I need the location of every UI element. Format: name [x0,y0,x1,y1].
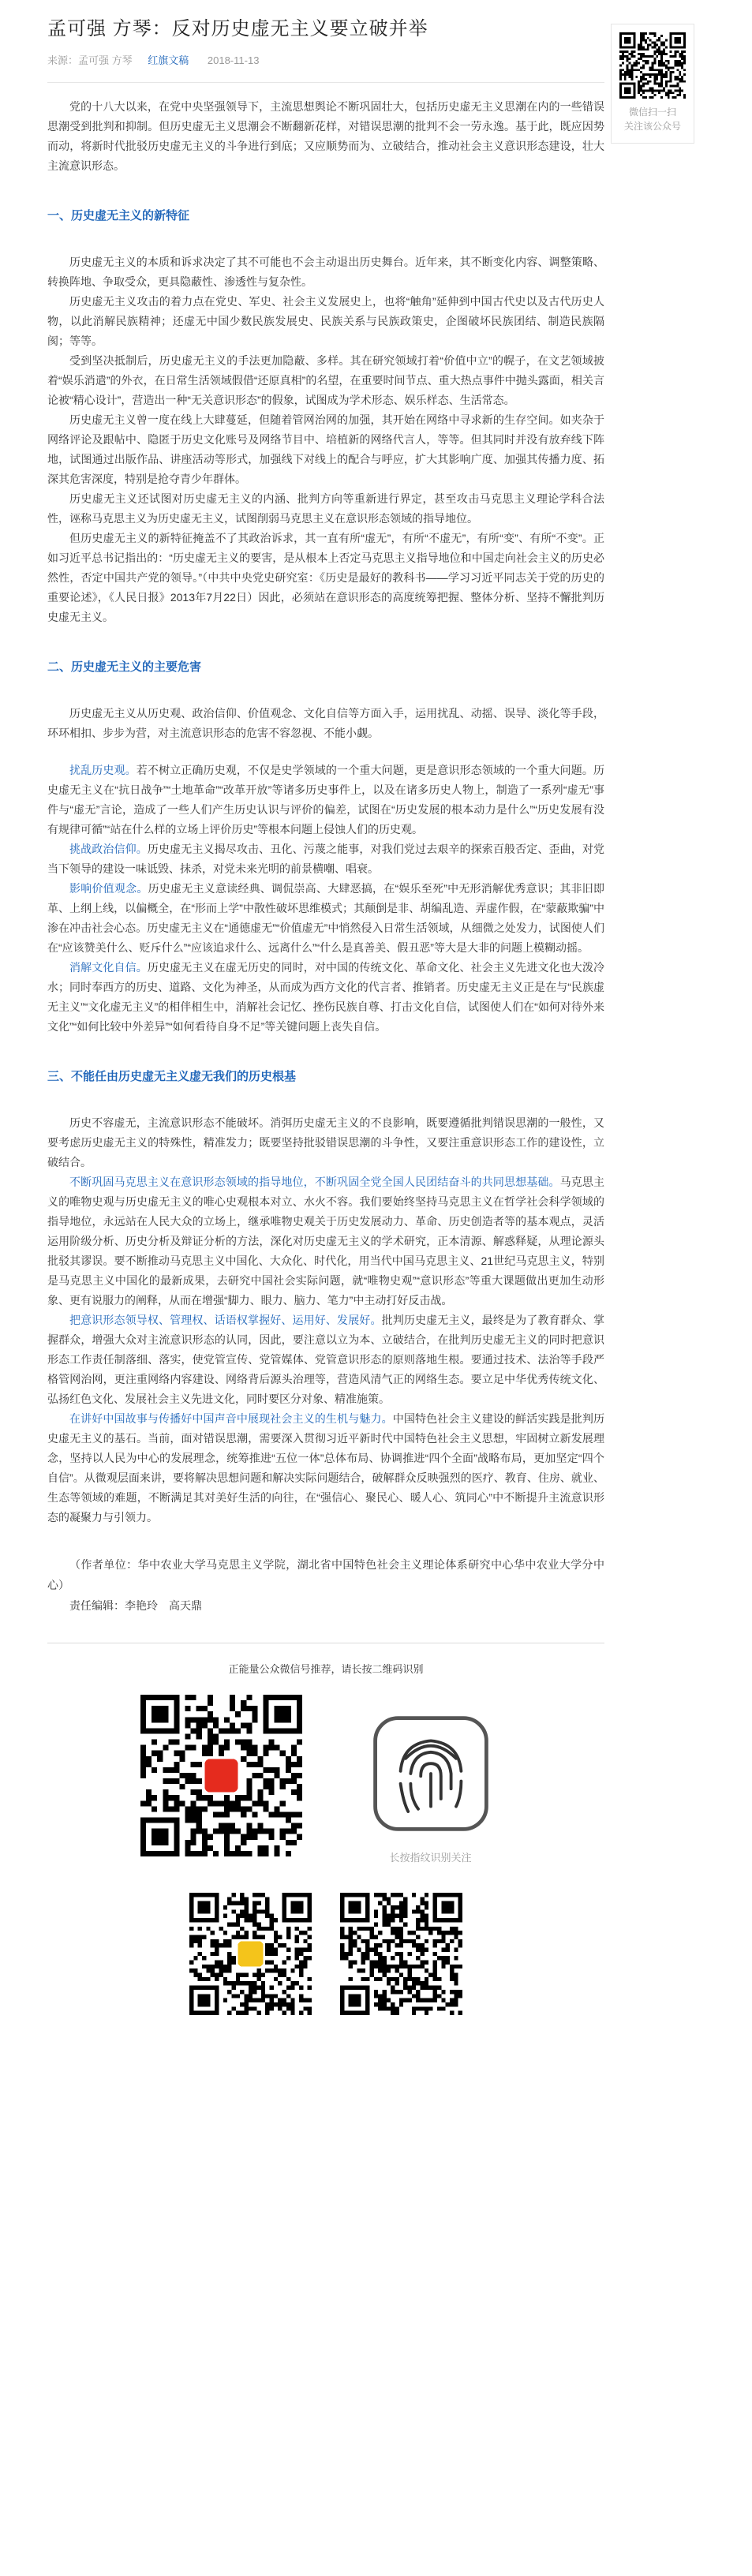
fingerprint-box[interactable] [350,1695,511,1864]
article-meta [47,52,604,69]
qr-code-icon [619,32,686,99]
qr-code-icon [189,1893,312,2015]
section-2-item-lead: 扰乱历史观。 [69,764,137,776]
section-2-item [47,761,604,839]
sidebar-qr-code[interactable] [619,32,686,99]
section-1-paragraph: 历史虚无主义还试图对历史虚无主义的内涵、批判方向等重新进行界定，甚至攻击马克思主义理论学科合法性，诬称马克思主义为历史虚无主义，试图削弱马克思主义在意识形态领域的指导地位。 [47,492,604,525]
promo-caption: 正能量公众微信号推荐，请长按二维码识别 [228,1663,424,1675]
section-3-item-lead: 在讲好中国故事与传播好中国声音中展现社会主义的生机与魅力。 [69,1412,393,1425]
section-3-item-text: 马克思主义的唯物史观与历史虚无主义的唯心史观根本对立、水火不容。我们要始终坚持马克思主义在哲学社会科学领域的指导地位，永远站在人民大众的立场上，继承唯物史观关于历史发展动力、革命、历史创造者等的基本观点，灵活运用阶级分析、历史分析及辩证分析的方法，深化对历史虚无主义的学术研究，正本清源、解惑释疑，从理论源头批驳其谬误。要不断推动马克思主义中国化、大众化、时代化，用当代中国马克思主义、21世纪马克思主义，特别是马克思主义中国化的最新成果，去研究中国社会实际问题，就“唯物史观”“意识形态”等重大课题做出更加生动形象、更有说服力的阐释，从而在增强“脚力、眼力、脑力、笔力”中主动打好反击战。 [47,1176,605,1307]
article-date: 2018-11-13 [207,54,260,66]
section-2-item-lead: 影响价值观念。 [69,882,148,895]
fingerprint-label: 长按指纹识别关注 [389,1852,472,1864]
section-3-item-lead: 把意识形态领导权、管理权、话语权掌握好、运用好、发展好。 [69,1314,382,1326]
section-heading-2: 二、历史虚无主义的主要危害 [47,660,202,674]
promo-row [47,1695,604,1864]
section-3-item [47,1409,604,1527]
section-2-item-text: 历史虚无主义揭尽攻击、丑化、污蔑之能事，对我们党过去艰辛的探索百般否定、歪曲，对党当下领导的建设一味诋毁、抹杀，对党未来光明的前景横嘲、唱衰。 [47,843,605,875]
section-2-item-text: 历史虚无主义意读经典、调侃崇高、大肆恶搞，在“娱乐至死”中无形消解优秀意识；其非旧即革、上纲上线，以偏概全，在“形而上学”中散性破坏思维模式；其颠倒是非、胡编乱造、弄虚作假，在“蒙蔽欺骗”中渗在冲击社会心态。历史虚无主义在“通德虚无”“价值虚无”中悄然侵入日常生活领域，从细微之处发力，试图使人们在“应该赞美什么、贬斥什么”“应该追求什么、远离什么”“什么是真善美、假丑恶”等大是大非的问题上模糊动摇。 [47,882,604,954]
sidebar-follow-card [611,24,694,144]
section-1-paragraph: 历史虚无主义的本质和诉求决定了其不可能也不会主动退出历史舞台。近年来，其不断变化内容、调整策略、转换阵地、争取受众，更具隐蔽性、渗透性与复杂性。 [47,256,604,288]
section-2-item-text: 若不树立正确历史观，不仅是史学领域的一个重大问题，更是意识形态领域的一个重大问题。历史虚无主义在“抗日战争”“土地革命”“改革开放”等诸多历史事件上，以及在诸多历史人物上，制造了一系列“虚无”事件与“虚无”言论，造成了一些人们产生历史认识与评价的偏差，试图在“历史发展的根本动力是什么”“历史发展有没有规律可循”“站在什么样的立场上评价历史”等根本问题上侵蚀人们的历史观。 [47,764,604,836]
qr-code-icon [340,1893,462,2015]
promo-row-secondary [47,1893,604,2015]
section-1-paragraph: 但历史虚无主义的新特征掩盖不了其政治诉求，其一直有所“虚无”，有所“不虚无”，有所“变”、有所“不变”。正如习近平总书记指出的：“历史虚无主义的要害，是从根本上否定马克思主义指导地位和中国走向社会主义的历史必然性，否定中国共产党的领导。”（中共中央党史研究室：《历史是最好的教科书——学习习近平同志关于党的历史的重要论述》，《人民日报》2013年7月22日）因此，必须站在意识形态的高度统筹把握、整体分析、坚持不懈批判历史虚无主义。 [47,532,604,623]
sidebar-caption-line1: 微信扫一扫 [628,107,676,118]
article-body [47,97,604,1616]
fingerprint-icon [368,1710,494,1837]
section-heading-3: 三、不能任由历史虚无主义虚无我们的历史根基 [47,1070,297,1083]
section-2-item-lead: 挑战政治信仰。 [69,843,148,855]
promo-section [47,1661,604,2015]
article-channel-link[interactable]: 红旗文稿 [148,54,189,66]
qr-code-secondary-1[interactable] [189,1893,312,2015]
section-1-paragraph: 受到坚决抵制后，历史虚无主义的手法更加隐蔽、多样。其在研究领域打着“价值中立”的幌子，在文艺领域披着“娱乐消遣”的外衣，在日常生活领域假借“还原真相”的名望，在重要时间节点、重大热点事件中抛头露面，相关言论被“精心设计”，营造出一种“无关意识形态”的假象，试图成为学术形态、娱乐样态、生活常态。 [47,354,604,406]
sidebar-caption-line2: 关注该公众号 [623,121,681,132]
qr-code-icon [140,1695,302,1856]
section-3-paragraph: 历史不容虚无，主流意识形态不能破坏。消弭历史虚无主义的不良影响，既要遵循批判错误思潮的一般性，又要考虑历史虚无主义的特殊性，精准发力；既要坚持批驳错误思潮的斗争性，又要注重意识形态工作的建设性，立破结合。 [47,1116,604,1168]
section-2-item [47,879,604,958]
section-heading-1: 一、历史虚无主义的新特征 [47,209,190,222]
section-1-paragraph: 历史虚无主义曾一度在线上大肆蔓延，但随着管网治网的加强，其开始在网络中寻求新的生存空间。如夹杂于网络评论及跟帖中、隐匿于历史文化账号及网络节目中、培植新的网络代言人，等等。但其同时并没有放弃线下阵地，试图通过出版作品、讲座活动等形式，加强线下对线上的配合与呼应，扩大其影响广度、加强其传播力度、拓深其危害深度，特别是抢夺青少年群体。 [47,413,604,485]
section-2-item-text: 历史虚无主义在虚无历史的同时，对中国的传统文化、革命文化、社会主义先进文化也大泼冷水；同时奉西方的历史、道路、文化为神圣，从而成为西方文化的代言者、推销者。历史虚无主义正是在与“民族虚无主义”“文化虚无主义”的相伴相生中，消解社会记忆、挫伤民族自尊、打击文化自信，试图使人们在“如何对待外来文化”“如何比较中外差异”“如何看待自身不足”等关键问题上丧失自信。 [47,961,605,1033]
article-source: 来源：孟可强 方琴 [47,54,133,66]
article-footer [47,1554,604,1616]
qr-code-secondary-2[interactable] [340,1893,462,2015]
section-3-item-lead: 不断巩固马克思主义在意识形态领域的指导地位，不断巩固全党全国人民团结奋斗的共同思想基础。 [69,1176,560,1188]
article [47,16,604,2015]
section-1-paragraph: 历史虚无主义攻击的着力点在党史、军史、社会主义发展史上，也将“触角”延伸到中国古代史以及古代历史人物，以此消解民族精神；还虚无中国少数民族发展史、民族关系与民族政策史，企图破坏民族团结、制造民族隔阂；等等。 [47,295,604,347]
section-2-item [47,958,604,1037]
qr-code-main[interactable] [140,1695,302,1856]
section-3-item-text: 中国特色社会主义建设的鲜活实践是批判历史虚无主义的基石。当前，面对错误思潮，需要深入贯彻习近平新时代中国特色社会主义思想，牢固树立新发展理念，坚持以人民为中心的发展理念，统筹推进“五位一体”总体布局、协调推进“四个全面”战略布局，更加坚定“四个自信”。从微观层面来讲，要将解决思想问题和解决实际问题结合，破解群众反映强烈的医疗、教育、住房、就业、生态等领域的难题，不断满足其对美好生活的向往，在“强信心、聚民心、暖人心、筑同心”中不断提升主流意识形态的凝聚力与引领力。 [47,1412,604,1524]
sidebar-caption [619,105,686,133]
section-3-item-text: 批判历史虚无主义，最终是为了教育群众、掌握群众，增强大众对主流意识形态的认同，因此，要注意以立为本、立破结合，在批判历史虚无主义的同时把意识形态工作责任制落细、落实，使党管宣传、党管媒体、党管意识形态的原则落地生根。要通过技术、法治等手段严格管网治网，更注重网络内容建设、网络背后源头治理等，营造风清气正的网络生态。要立足中华优秀传统文化、弘扬红色文化、发展社会主义先进文化，同时要区分对象、精准施策。 [47,1314,605,1405]
section-2-paragraph: 历史虚无主义从历史观、政治信仰、价值观念、文化自信等方面入手，运用扰乱、动摇、误导、淡化等手段，环环相扣、步步为营，对主流意识形态的危害不容忽视、不能小觑。 [47,707,604,739]
section-3-item [47,1172,604,1310]
article-title: 孟可强 方琴：反对历史虚无主义要立破并举 [47,18,428,39]
author-affiliation: （作者单位：华中农业大学马克思主义学院，湖北省中国特色社会主义理论体系研究中心华中农业大学分中心） [47,1558,604,1591]
title-divider [47,82,604,83]
section-3-item [47,1310,604,1409]
section-2-item [47,839,604,879]
section-2-item-lead: 消解文化自信。 [69,961,148,974]
responsible-editor: 责任编辑：李艳玲 高天鼎 [69,1599,202,1612]
spacer [47,743,604,761]
article-intro: 党的十八大以来，在党中央坚强领导下，主流思想舆论不断巩固壮大，包括历史虚无主义思潮在内的一些错误思潮受到批判和抑制。但历史虚无主义思潮会不断翻新花样，对错误思潮的批判不会一劳永逸。基于此，既应因势而动，将新时代批驳历史虚无主义的斗争进行到底；又应顺势而为、立破结合，推动社会主义意识形态建设，壮大主流意识形态。 [47,100,604,172]
